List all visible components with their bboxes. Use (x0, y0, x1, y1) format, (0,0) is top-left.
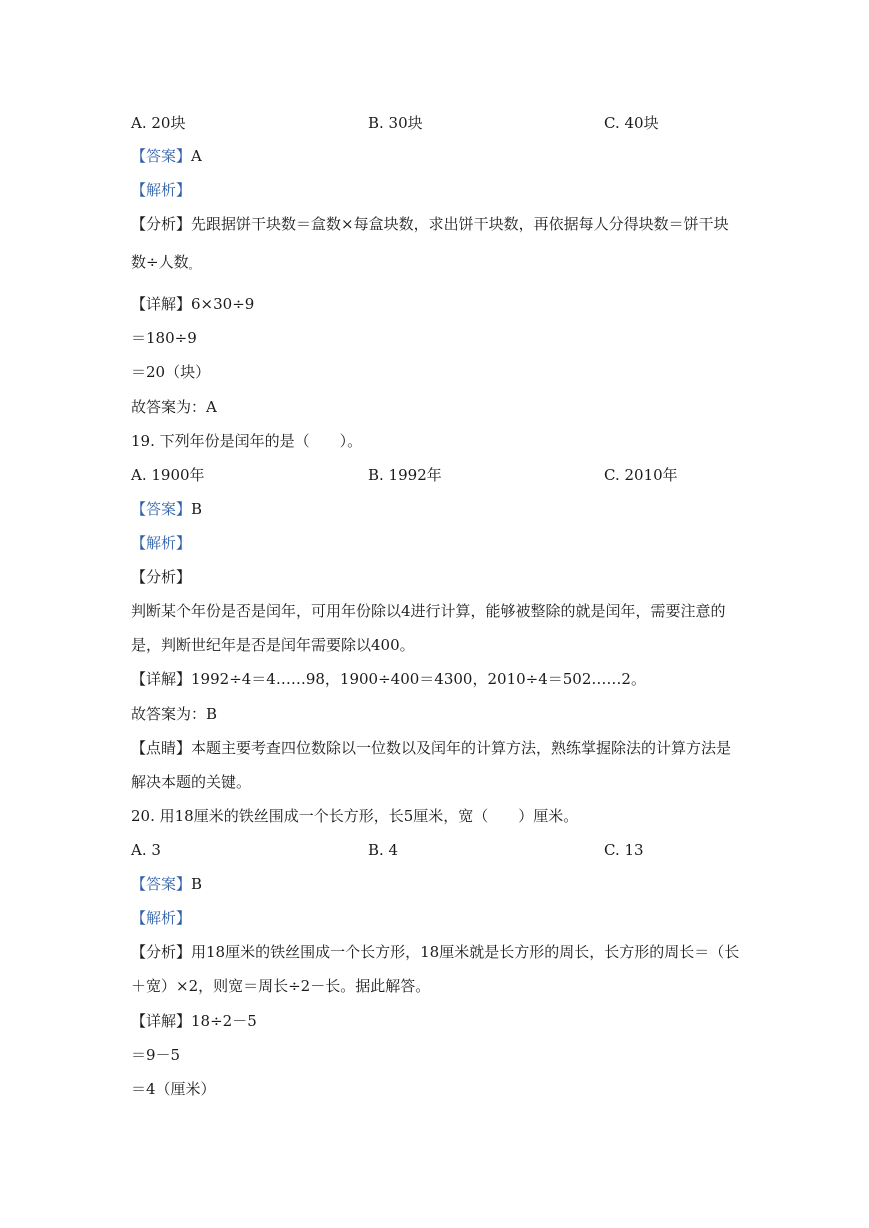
q19-option-b: B. 1992年 (368, 466, 442, 484)
q18-option-b: B. 30块 (368, 114, 423, 132)
q18-detail-step-2: ＝180÷9 (131, 329, 197, 347)
q19-fenxi-line-2: 是，判断世纪年是否是闰年需要除以400。 (131, 636, 415, 654)
answer-value: A (191, 147, 202, 165)
q19-dianjing (131, 738, 731, 758)
q19-dianjing-line-2: 解决本题的关键。 (131, 773, 252, 791)
q19-fenxi-line-1: 判断某个年份是否是闰年，可用年份除以4进行计算，能够被整除的就是闰年，需要注意的 (131, 602, 726, 620)
q19-detail (131, 669, 646, 689)
q18-fenxi-line-2 (131, 252, 199, 277)
answer-value: B (191, 875, 203, 893)
q20-analysis-tag: 【解析】 (131, 909, 192, 927)
q20-answer (131, 874, 202, 894)
fenxi-period: 。 (188, 261, 199, 272)
q20-detail (131, 1011, 257, 1031)
q20-option-b: B. 4 (368, 841, 399, 859)
detail-tag: 【详解】 (131, 670, 192, 688)
q18-option-c: C. 40块 (604, 114, 659, 132)
q20-fenxi-line-1 (131, 942, 739, 962)
q18-detail (131, 294, 254, 314)
q19-answer (131, 499, 202, 519)
q18-fenxi-line-1 (131, 214, 729, 234)
detail-text: 6×30÷9 (191, 295, 255, 313)
detail-tag: 【详解】 (131, 1012, 192, 1030)
q19-fenxi-tag: 【分析】 (131, 568, 192, 586)
q20-question: 20. 用18厘米的铁丝围成一个长方形，长5厘米，宽（ ）厘米。 (131, 807, 579, 825)
q20-option-a: A. 3 (131, 841, 161, 859)
dianjing-tag: 【点睛】 (131, 739, 192, 757)
q18-answer (131, 146, 202, 166)
q19-conclusion: 故答案为：B (131, 705, 218, 723)
answer-tag: 【答案】 (131, 875, 192, 893)
answer-tag: 【答案】 (131, 500, 192, 518)
dianjing-text: 本题主要考查四位数除以一位数以及闰年的计算方法，熟练掌握除法的计算方法是 (191, 739, 732, 757)
fenxi-text: 用18厘米的铁丝围成一个长方形，18厘米就是长方形的周长，长方形的周长＝（长 (191, 943, 740, 961)
fenxi-tag: 【分析】 (131, 215, 192, 233)
q20-detail-step-3: ＝4（厘米） (131, 1080, 216, 1098)
q19-question: 19. 下列年份是闰年的是（ ）。 (131, 432, 363, 450)
answer-tag: 【答案】 (131, 147, 192, 165)
q19-option-a: A. 1900年 (131, 466, 205, 484)
fenxi-text: 数÷人数 (131, 253, 189, 271)
detail-text: 1992÷4＝4……98，1900÷400＝4300，2010÷4＝502……2。 (191, 670, 646, 688)
fenxi-tag: 【分析】 (131, 943, 192, 961)
detail-tag: 【详解】 (131, 295, 192, 313)
fenxi-text: 先跟据饼干块数＝盒数×每盒块数，求出饼干块数，再依据每人分得块数＝饼干块 (191, 215, 729, 233)
q18-option-a: A. 20块 (131, 114, 186, 132)
q20-detail-step-2: ＝9－5 (131, 1046, 181, 1064)
detail-text: 18÷2－5 (191, 1012, 257, 1030)
answer-value: B (191, 500, 203, 518)
q20-option-c: C. 13 (604, 841, 644, 859)
q18-conclusion: 故答案为：A (131, 398, 217, 416)
q19-option-c: C. 2010年 (604, 466, 678, 484)
q19-analysis-tag: 【解析】 (131, 534, 192, 552)
q18-detail-step-3: ＝20（块） (131, 363, 211, 381)
q20-fenxi-line-2: ＋宽）×2，则宽＝周长÷2－长。据此解答。 (131, 977, 431, 995)
q18-analysis-tag: 【解析】 (131, 181, 192, 199)
